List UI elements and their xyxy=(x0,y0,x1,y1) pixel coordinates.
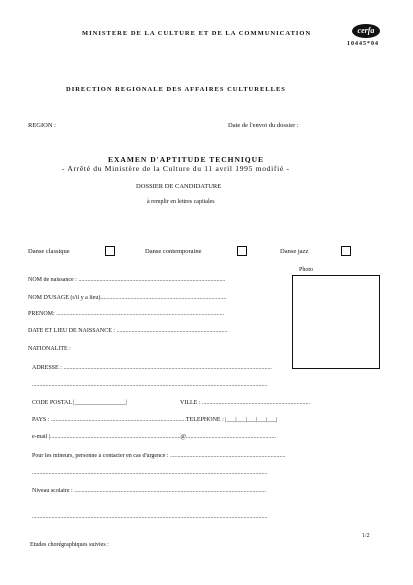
field-pays-telephone[interactable]: PAYS : ..........................................................................................TELEPHONE : |___|___|___|___|___| xyxy=(32,417,278,423)
field-nom-naissance[interactable]: NOM de naissance : .................................................................................................. xyxy=(28,277,226,283)
field-prenom[interactable]: PRENOM: ................................................................................................................ xyxy=(28,311,225,317)
field-date-lieu-naissance[interactable]: DATE ET LIEU DE NAISSANCE : .......................................................................... xyxy=(28,328,228,334)
option-label-classique: Danse classique xyxy=(28,248,70,255)
arrete-subtitle: - Arrêté du Ministère de la Culture du 11 avril 1995 modifié - xyxy=(62,164,290,173)
checkbox-danse-contemporaine[interactable] xyxy=(237,246,247,256)
photo-label: Photo xyxy=(299,267,314,273)
field-email[interactable]: e-mail |.......................................................................................@............................................................ xyxy=(32,434,277,440)
field-nationalite[interactable]: NATIONALITE : xyxy=(28,346,71,352)
field-adresse-ligne2[interactable]: ............................................................................................................................................................. xyxy=(32,382,268,388)
ministry-title: MINISTERE DE LA CULTURE ET DE LA COMMUNICATION xyxy=(82,30,312,37)
exam-title: EXAMEN D'APTITUDE TECHNIQUE xyxy=(108,155,265,164)
field-niveau-scolaire-ligne2[interactable]: ............................................................................................................................................................. xyxy=(32,514,268,520)
direction-title: DIRECTION REGIONALE DES AFFAIRES CULTURELLES xyxy=(66,86,286,93)
checkbox-danse-jazz[interactable] xyxy=(341,246,351,256)
option-label-jazz: Danse jazz xyxy=(280,248,309,255)
field-adresse[interactable]: ADRESSE : ........................................................................................................................................... xyxy=(32,365,272,371)
cerfa-logo: cerfa xyxy=(352,24,380,38)
field-contact-urgence[interactable]: Pour les mineurs, personne à contacter en cas d'urgence : ............................................................................. xyxy=(32,453,286,459)
dossier-title: DOSSIER DE CANDIDATURE xyxy=(136,183,222,190)
field-etudes-choregraphiques[interactable]: Etudes chorégraphiques suivies : xyxy=(30,542,109,548)
form-number: 10445*04 xyxy=(347,41,379,47)
field-niveau-scolaire[interactable]: Niveau scolaire : ................................................................................................................................ xyxy=(32,488,267,494)
field-ville[interactable]: VILLE : ........................................................................ xyxy=(180,400,310,406)
field-contact-urgence-ligne2[interactable]: ............................................................................................................................................................. xyxy=(32,470,268,476)
capitals-note: à remplir en lettres capitales xyxy=(147,199,215,205)
field-nom-usage[interactable]: NOM D'USAGE (s'il y a lieu).................................................................................... xyxy=(28,295,227,301)
page-number: 1/2 xyxy=(362,533,370,539)
field-code-postal[interactable]: CODE POSTAL |_________________| xyxy=(32,400,127,406)
date-envoi-label: Date de l'envoi du dossier : xyxy=(228,122,299,129)
region-label: REGION : xyxy=(28,122,56,129)
photo-box[interactable] xyxy=(292,275,380,369)
checkbox-danse-classique[interactable] xyxy=(105,246,115,256)
option-label-contemporaine: Danse contemporaine xyxy=(145,248,202,255)
